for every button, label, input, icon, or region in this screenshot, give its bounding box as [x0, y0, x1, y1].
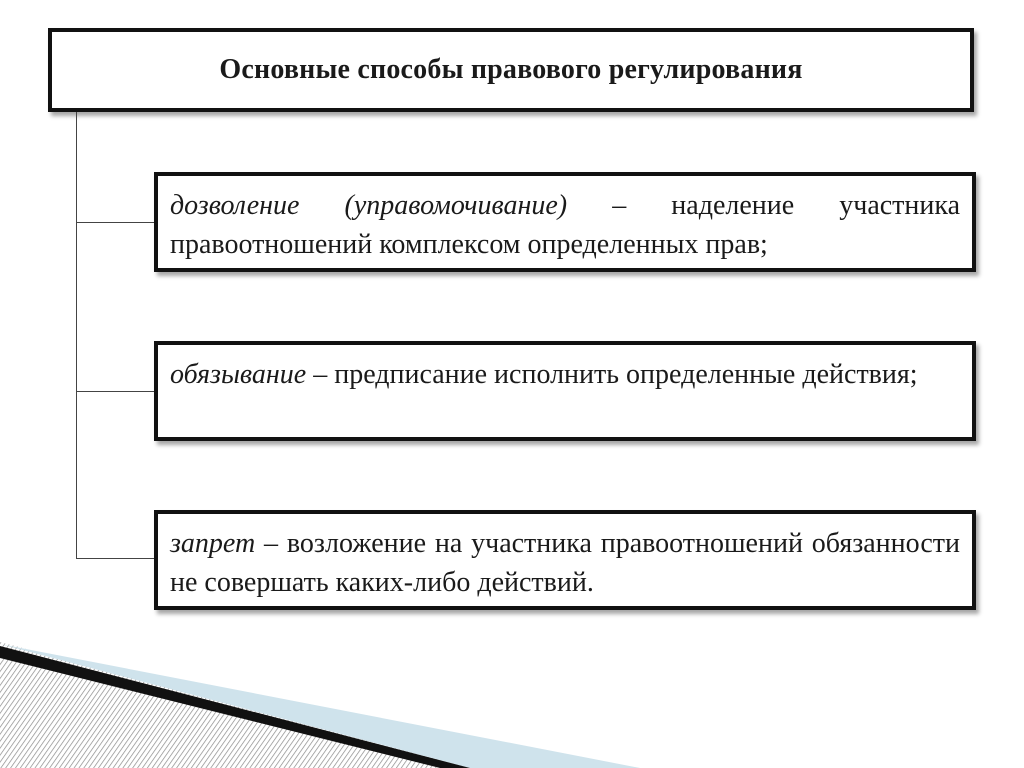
method-definition: возложение на участника правоотношений обязанности не совершать каких-либо действий. [170, 528, 961, 598]
method-box-permission [154, 172, 976, 272]
diagram-title-box [48, 28, 974, 112]
tree-connector-vertical [76, 112, 77, 558]
method-term: дозволение (управомочивание) [170, 190, 568, 221]
decorative-stripes [0, 636, 1024, 768]
method-box-obligation [154, 341, 976, 441]
method-dash: – [255, 528, 287, 559]
tree-connector-branch-2 [76, 391, 156, 392]
tree-connector-branch-1 [76, 222, 156, 223]
diagram-title: Основные способы правового регулирования [219, 54, 803, 85]
method-term: обязывание [170, 359, 307, 390]
method-dash: – [306, 359, 335, 390]
method-definition: предписание исполнить определенные действия; [334, 359, 918, 390]
method-term: запрет [170, 528, 256, 559]
method-box-prohibition [154, 510, 976, 610]
method-dash: – [567, 190, 672, 221]
tree-connector-branch-3 [76, 558, 156, 559]
method-definition: наделение участника правоотношений комплексом определенных прав; [170, 190, 960, 260]
